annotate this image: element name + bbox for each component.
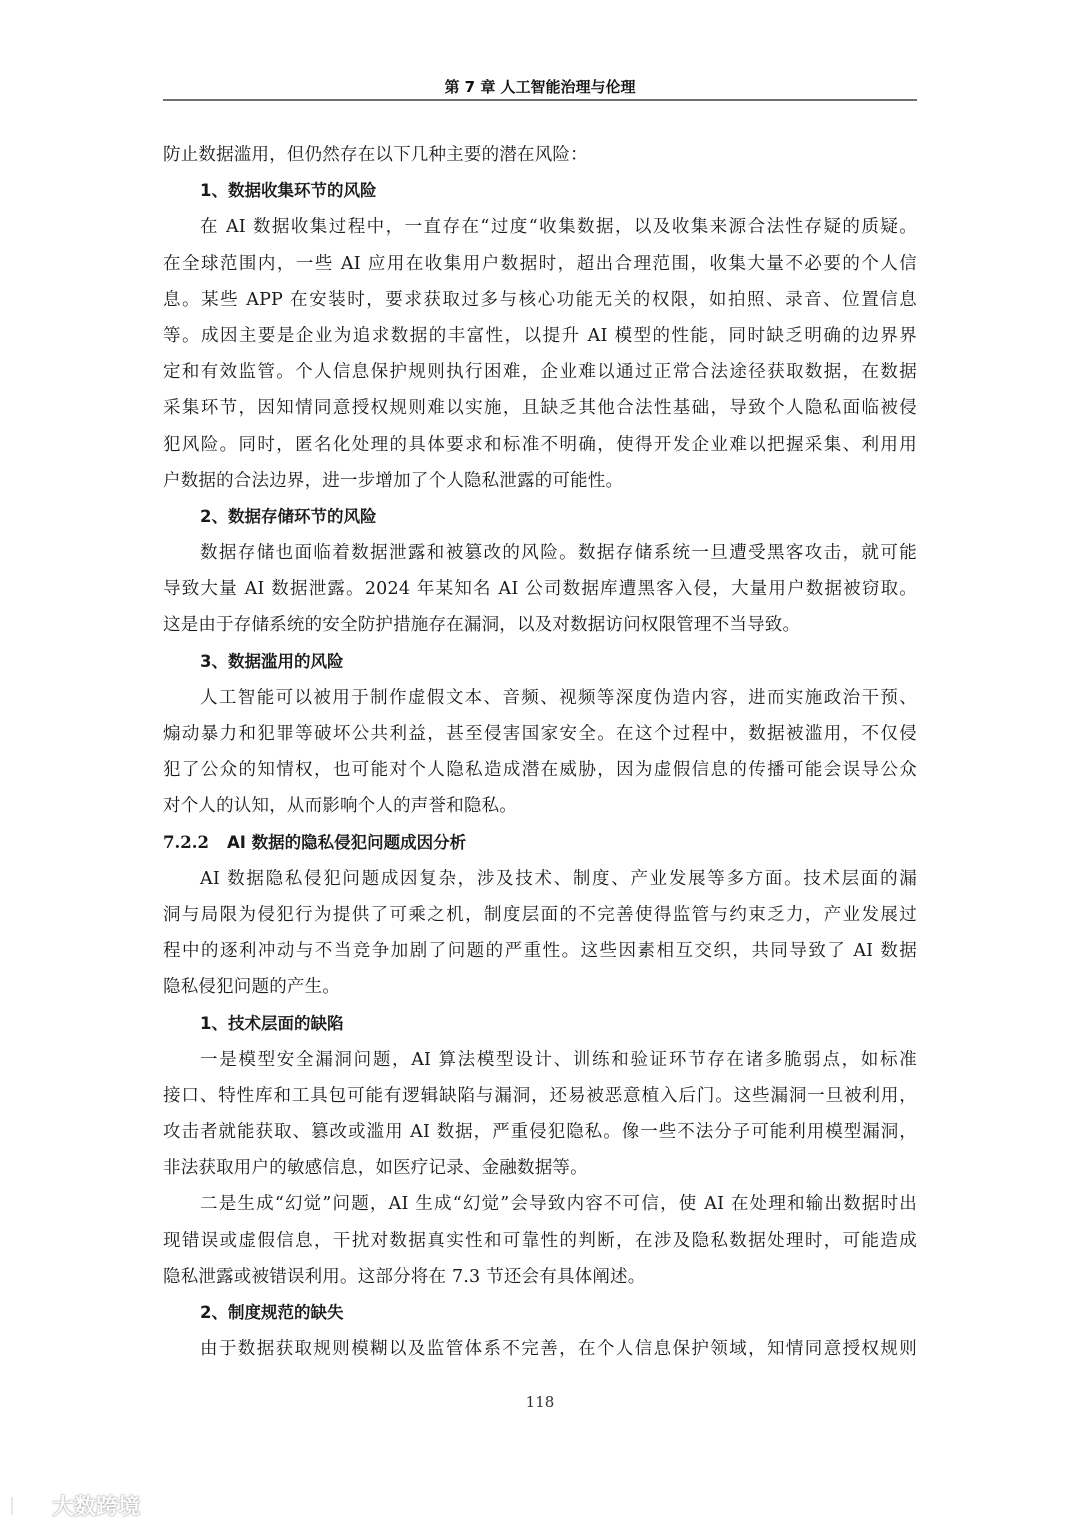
paragraph-line: 这是由于存储系统的安全防护措施存在漏洞，以及对数据访问权限管理不当导致。 xyxy=(163,615,801,636)
paragraph-line: 对个人的认知，从而影响个人的声誉和隐私。 xyxy=(163,796,517,817)
watermark xyxy=(8,1490,140,1521)
paragraph-line: 等。成因主要是企业为追求数据的丰富性，以提升 AI 模型的性能，同时缺乏明确的边界界 xyxy=(163,325,917,346)
paragraph-line: 隐私侵犯问题的产生。 xyxy=(163,977,340,998)
paragraph-line: 人工智能可以被用于制作虚假文本、音频、视频等深度伪造内容，进而实施政治干预、 xyxy=(200,687,917,708)
risk3-heading: 3、数据滥用的风险 xyxy=(200,651,344,671)
paragraph-line: 洞与局限为侵犯行为提供了可乘之机，制度层面的不完善使得监管与约束乏力，产业发展过 xyxy=(163,904,917,925)
paragraph-line: 户数据的合法边界，进一步增加了个人隐私泄露的可能性。 xyxy=(163,470,624,491)
paragraph-line: 隐私泄露或被错误利用。这部分将在 7.3 节还会有具体阐述。 xyxy=(163,1266,646,1287)
paragraph-line: AI 数据隐私侵犯问题成因复杂，涉及技术、制度、产业发展等多方面。技术层面的漏 xyxy=(200,868,917,889)
risk2-heading: 2、数据存储环节的风险 xyxy=(200,506,377,526)
page-number: 118 xyxy=(525,1393,555,1411)
paragraph-line: 接口、特性库和工具包可能有逻辑缺陷与漏洞，还易被恶意植入后门。这些漏洞一旦被利用， xyxy=(163,1085,917,1106)
paragraph-line: 数据存储也面临着数据泄露和被篡改的风险。数据存储系统一旦遭受黑客攻击，就可能 xyxy=(200,543,917,564)
paragraph-line: 现错误或虚假信息，干扰对数据真实性和可靠性的判断，在涉及隐私数据处理时，可能造成 xyxy=(163,1230,917,1251)
section-722-heading xyxy=(163,825,917,861)
cause1-heading: 1、技术层面的缺陷 xyxy=(200,1013,344,1033)
page-content xyxy=(163,137,917,1367)
paragraph-line: 犯风险。同时，匿名化处理的具体要求和标准不明确，使得开发企业难以把握采集、利用用 xyxy=(163,434,917,455)
watermark-text: 大数跨境 xyxy=(52,1495,141,1520)
paragraph-line: 二是生成“幻觉”问题，AI 生成“幻觉”会导致内容不可信，使 AI 在处理和输出数据时出 xyxy=(200,1194,917,1215)
paragraph-line: 程中的逐利冲动与不当竞争加剧了问题的严重性。这些因素相互交织，共同导致了 AI 数据 xyxy=(163,941,917,962)
paragraph-line: 息。某些 APP 在安装时，要求获取过多与核心功能无关的权限，如拍照、录音、位置信息 xyxy=(163,289,917,310)
intro-line: 防止数据滥用，但仍然存在以下几种主要的潜在风险： xyxy=(163,145,588,165)
paragraph-line: 定和有效监管。个人信息保护规则执行困难，企业难以通过正常合法途径获取数据，在数据 xyxy=(163,362,917,383)
paragraph-line: 煽动暴力和犯罪等破坏公共利益，甚至侵害国家安全。在这个过程中，数据被滥用，不仅侵 xyxy=(163,724,917,744)
section-number: 7.2.2 xyxy=(163,832,209,852)
risk1-heading: 1、数据收集环节的风险 xyxy=(200,181,377,201)
paragraph-line: 由于数据获取规则模糊以及监管体系不完善，在个人信息保护领域，知情同意授权规则 xyxy=(200,1339,917,1360)
paragraph-line: 导致大量 AI 数据泄露。2024 年某知名 AI 公司数据库遭黑客入侵，大量用户数据被窃取。 xyxy=(163,579,917,600)
paragraph-line: 采集环节，因知情同意授权规则难以实施，且缺乏其他合法性基础，导致个人隐私面临被侵 xyxy=(163,398,917,419)
section-title: AI 数据的隐私侵犯问题成因分析 xyxy=(226,832,467,852)
header-rule xyxy=(163,99,917,101)
paragraph-line: 一是模型安全漏洞问题，AI 算法模型设计、训练和验证环节存在诸多脆弱点，如标准 xyxy=(200,1049,917,1070)
cause2-heading: 2、制度规范的缺失 xyxy=(200,1303,344,1322)
chapter-header: 第 7 章 人工智能治理与伦理 xyxy=(444,78,636,96)
paragraph-line: 非法获取用户的敏感信息，如医疗记录、金融数据等。 xyxy=(163,1158,588,1179)
paragraph-line: 在全球范围内，一些 AI 应用在收集用户数据时，超出合理范围，收集大量不必要的个人信 xyxy=(163,253,917,274)
paragraph-line: 攻击者就能获取、篡改或滥用 AI 数据，严重侵犯隐私。像一些不法分子可能利用模型漏洞， xyxy=(163,1122,917,1143)
watermark-logo-icon xyxy=(8,1491,48,1521)
paragraph-line: 在 AI 数据收集过程中，一直存在“过度“收集数据，以及收集来源合法性存疑的质疑。 xyxy=(200,217,917,238)
paragraph-line: 犯了公众的知情权，也可能对个人隐私造成潜在威胁，因为虚假信息的传播可能会误导公众 xyxy=(163,760,917,781)
